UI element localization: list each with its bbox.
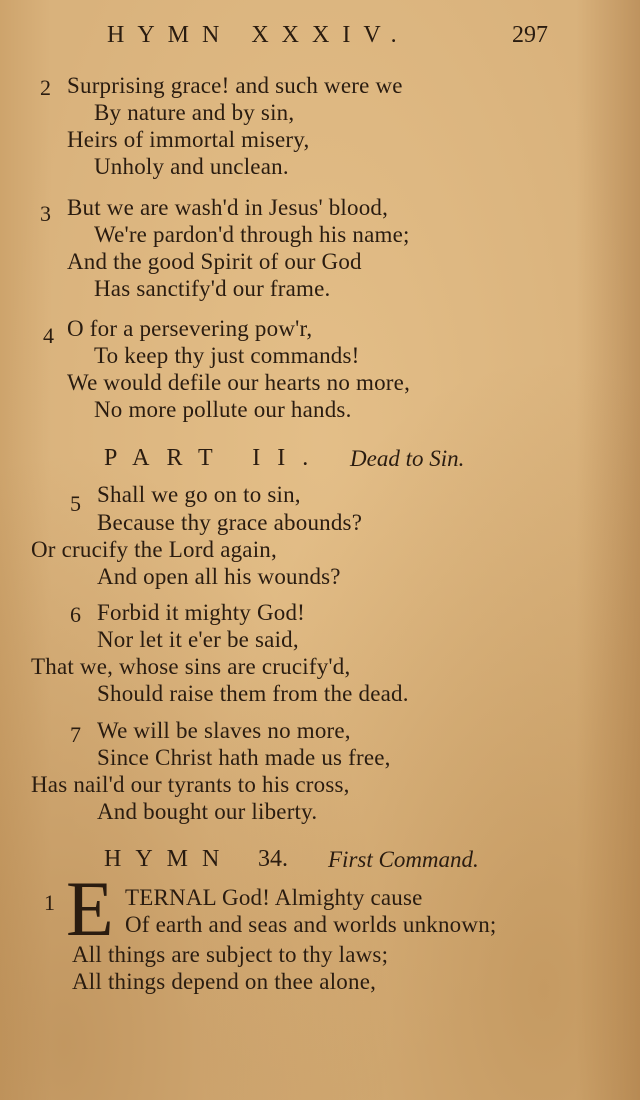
verse-line: Surprising grace! and such were we [67, 73, 403, 98]
verse-line: And the good Spirit of our God [67, 249, 362, 274]
verse-line: Or crucify the Lord again, [31, 537, 277, 562]
verse-line: By nature and by sin, [94, 100, 295, 125]
part-subtitle: Dead to Sin. [350, 446, 465, 471]
verse-line: And bought our liberty. [97, 799, 318, 824]
verse-line: Unholy and unclean. [94, 154, 289, 179]
verse-line: Nor let it e'er be said, [97, 627, 299, 652]
verse-number: 7 [70, 722, 81, 747]
drop-capital: E [66, 865, 114, 952]
verse-number: 4 [43, 323, 54, 348]
hymn-subtitle: First Command. [328, 847, 479, 872]
verse-line: All things are subject to thy laws; [72, 942, 389, 967]
hymn-number: 34. [258, 846, 288, 872]
verse-number: 1 [44, 890, 55, 915]
verse-line: Since Christ hath made us free, [97, 745, 391, 770]
verse-number: 6 [70, 602, 81, 627]
verse-number: 2 [40, 75, 51, 100]
verse-line: And open all his wounds? [97, 564, 341, 589]
page-number: 297 [512, 22, 548, 48]
verse-line: TERNAL God! Almighty cause [125, 885, 423, 910]
verse-line: Shall we go on to sin, [97, 482, 301, 507]
verse-line: Has sanctify'd our frame. [94, 276, 331, 301]
verse-line: Because thy grace abounds? [97, 510, 363, 535]
part-heading: PART II. [104, 445, 326, 471]
verse-line: We're pardon'd through his name; [94, 222, 410, 247]
verse-line: That we, whose sins are crucify'd, [31, 654, 351, 679]
verse-number: 5 [70, 491, 81, 516]
verse-line: Forbid it mighty God! [97, 600, 306, 625]
verse-line: Should raise them from the dead. [97, 681, 409, 706]
verse-number: 3 [40, 201, 51, 226]
verse-line: But we are wash'd in Jesus' blood, [67, 195, 389, 220]
verse-line: All things depend on thee alone, [72, 969, 377, 994]
verse-line: No more pollute our hands. [94, 397, 352, 422]
verse-line: Of earth and seas and worlds unknown; [125, 912, 497, 937]
hymn-heading: HYMN [104, 846, 234, 872]
verse-line: We will be slaves no more, [97, 718, 351, 743]
verse-line: O for a persevering pow'r, [67, 316, 313, 341]
verse-line: We would defile our hearts no more, [67, 370, 411, 395]
verse-line: Has nail'd our tyrants to his cross, [31, 772, 350, 797]
running-header: HYMN XXXIV. [107, 22, 410, 48]
verse-line: Heirs of immortal misery, [67, 127, 310, 152]
verse-line: To keep thy just commands! [94, 343, 360, 368]
